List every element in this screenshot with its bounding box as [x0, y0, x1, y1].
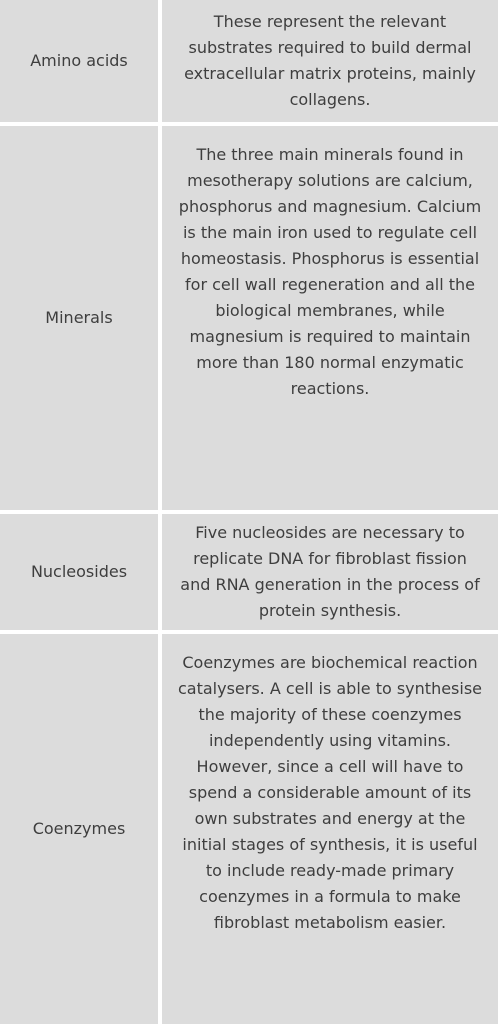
ingredient-description [162, 0, 498, 122]
table-row [0, 0, 498, 122]
ingredient-name: Nucleosides [0, 514, 158, 630]
ingredient-description [162, 514, 498, 630]
ingredient-description-text: Coenzymes are biochemical reaction catalysers. A cell is able to synthesise the majority of these coenzymes independently using vitamins. However, since a cell will have to spend a considerable amount of its own substrates and energy at the initial stages of synthesis, it is useful to include ready-made primary coenzymes in a formula to make fibroblast metabolism easier. [177, 653, 483, 932]
table-row [0, 126, 498, 510]
ingredient-name: Minerals [0, 126, 158, 510]
ingredient-description-text: These represent the relevant substrates required to build dermal extracellular matrix proteins, mainly collagens. [184, 12, 476, 109]
table-row [0, 514, 498, 630]
ingredient-description [162, 126, 498, 510]
ingredient-name: Amino acids [0, 0, 158, 122]
ingredient-description-text: Five nucleosides are necessary to replicate DNA for fibroblast fission and RNA generation in the process of protein synthesis. [180, 523, 480, 620]
ingredient-name: Coenzymes [0, 634, 158, 1024]
table-row [0, 634, 498, 1024]
ingredient-description-text: The three main minerals found in mesotherapy solutions are calcium, phosphorus and magnesium. Calcium is the main iron used to regulate cell homeostasis. Phosphorus is essential for cell wall regeneration and all the biological membranes, while magnesium is required to maintain more than 180 normal enzymatic reactions. [178, 145, 482, 398]
ingredient-description [162, 634, 498, 1024]
